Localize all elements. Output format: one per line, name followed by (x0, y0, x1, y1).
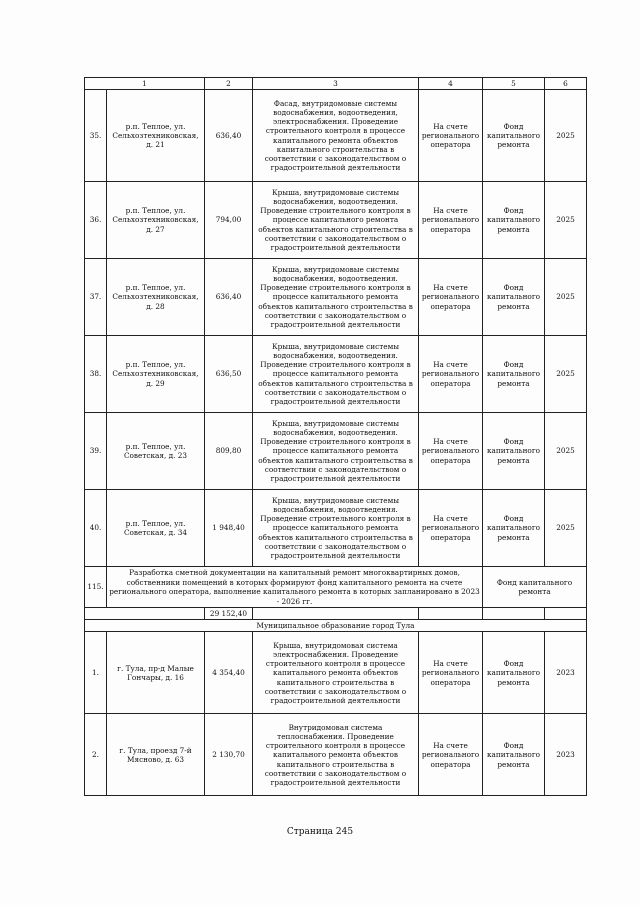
row-number: 40. (85, 490, 107, 567)
row-amount: 809,80 (205, 413, 253, 490)
table-row (85, 413, 587, 490)
row-account: На счете регионального оператора (419, 90, 483, 182)
header-cell-2: 2 (205, 78, 253, 90)
row-number: 1. (85, 632, 107, 714)
row-amount: 636,50 (205, 336, 253, 413)
municipality-title: Муниципальное образование город Тула (85, 620, 587, 632)
row-address: р.п. Теплое, ул. Советская, д. 34 (107, 490, 205, 567)
row-number: 2. (85, 714, 107, 796)
row-number: 37. (85, 259, 107, 336)
row-works: Крыша, внутридомовые системы водоснабжения, водоотведения. Проведение строительного контроля в процессе капитального ремонта объектов капитального строительства в соответствии с законодательством о градостроительной деятельности (253, 182, 419, 259)
row-fund: Фонд капитального ремонта (483, 259, 545, 336)
table-row (85, 336, 587, 413)
table-row (85, 714, 587, 796)
total-blank-4 (419, 608, 483, 620)
row-amount: 4 354,40 (205, 632, 253, 714)
row-works: Крыша, внутридомовые системы водоснабжения, водоотведения. Проведение строительного контроля в процессе капитального ремонта объектов капитального строительства в соответствии с законодательством о градостроительной деятельности (253, 413, 419, 490)
table-row (85, 90, 587, 182)
row-address: р.п. Теплое, ул. Сельхозтехниковская, д. 21 (107, 90, 205, 182)
row-year: 2025 (545, 90, 587, 182)
page-number: Страница 245 (286, 827, 354, 837)
row-works: Фасад, внутридомовые системы водоснабжения, водоотведения, электроснабжения. Проведение строительного контроля в процессе капитального ремонта объектов капитального строительства в соответствии с законодательством о градостроительной деятельности (253, 90, 419, 182)
capital-repair-table (84, 77, 587, 796)
column-header-row (85, 78, 587, 90)
total-blank-5 (483, 608, 545, 620)
row-year: 2025 (545, 182, 587, 259)
row-number: 36. (85, 182, 107, 259)
table-row (85, 182, 587, 259)
table-row (85, 632, 587, 714)
header-cell-3: 3 (253, 78, 419, 90)
row-address: г. Тула, пр-д Малые Гончары, д. 16 (107, 632, 205, 714)
row-account: На счете регионального оператора (419, 336, 483, 413)
row-number: 38. (85, 336, 107, 413)
row-amount: 794,00 (205, 182, 253, 259)
header-cell-6: 6 (545, 78, 587, 90)
row-account: На счете регионального оператора (419, 413, 483, 490)
row-number: 39. (85, 413, 107, 490)
header-cell-1: 1 (85, 78, 205, 90)
row-works: Крыша, внутридомовая система электроснабжения. Проведение строительного контроля в процессе капитального ремонта объектов капитального строительства в соответствии с законодательством о градостроительной деятельности (253, 632, 419, 714)
table-row-115 (85, 567, 587, 608)
row-fund: Фонд капитального ремонта (483, 714, 545, 796)
table-row (85, 259, 587, 336)
row-fund: Фонд капитального ремонта (483, 182, 545, 259)
row-address: р.п. Теплое, ул. Сельхозтехниковская, д. 29 (107, 336, 205, 413)
header-cell-4: 4 (419, 78, 483, 90)
row-amount: 1 948,40 (205, 490, 253, 567)
row-year: 2023 (545, 714, 587, 796)
table-row (85, 490, 587, 567)
row-works: Крыша, внутридомовые системы водоснабжения, водоотведения. Проведение строительного контроля в процессе капитального ремонта объектов капитального строительства в соответствии с законодательством о градостроительной деятельности (253, 259, 419, 336)
row-year: 2023 (545, 632, 587, 714)
row-address: г. Тула, проезд 7-й Мясново, д. 63 (107, 714, 205, 796)
row-number: 35. (85, 90, 107, 182)
row-fund: Фонд капитального ремонта (483, 336, 545, 413)
total-row (85, 608, 587, 620)
row-amount: 636,40 (205, 90, 253, 182)
row-account: На счете регионального оператора (419, 259, 483, 336)
row-fund: Фонд капитального ремонта (483, 632, 545, 714)
row-fund: Фонд капитального ремонта (483, 413, 545, 490)
row-address: р.п. Теплое, ул. Сельхозтехниковская, д. 27 (107, 182, 205, 259)
row-year: 2025 (545, 490, 587, 567)
row-115-description: Разработка сметной документации на капитальный ремонт многоквартирных домов, собственники помещений в которых формируют фонд капитального ремонта на счете регионального оператора, выполнение капитального ремонта в которых запланировано в 2023 - 2026 гг. (107, 567, 483, 608)
total-blank-6 (545, 608, 587, 620)
row-account: На счете регионального оператора (419, 714, 483, 796)
row-account: На счете регионального оператора (419, 490, 483, 567)
row-fund: Фонд капитального ремонта (483, 490, 545, 567)
row-amount: 636,40 (205, 259, 253, 336)
municipality-row (85, 620, 587, 632)
row-fund: Фонд капитального ремонта (483, 90, 545, 182)
row-works: Крыша, внутридомовые системы водоснабжения, водоотведения. Проведение строительного контроля в процессе капитального ремонта объектов капитального строительства в соответствии с законодательством о градостроительной деятельности (253, 336, 419, 413)
row-address: р.п. Теплое, ул. Советская, д. 23 (107, 413, 205, 490)
row-account: На счете регионального оператора (419, 182, 483, 259)
row-address: р.п. Теплое, ул. Сельхозтехниковская, д. 28 (107, 259, 205, 336)
total-amount: 29 152,40 (205, 608, 253, 620)
total-blank (85, 608, 205, 620)
row-works: Крыша, внутридомовые системы водоснабжения, водоотведения. Проведение строительного контроля в процессе капитального ремонта объектов капитального строительства в соответствии с законодательством о градостроительной деятельности (253, 490, 419, 567)
header-cell-5: 5 (483, 78, 545, 90)
row-year: 2025 (545, 336, 587, 413)
row-amount: 2 130,70 (205, 714, 253, 796)
row-year: 2025 (545, 413, 587, 490)
row-works: Внутридомовая система теплоснабжения. Проведение строительного контроля в процессе капитального ремонта объектов капитального строительства в соответствии с законодательством о градостроительной деятельности (253, 714, 419, 796)
row-115-fund: Фонд капитального ремонта (483, 567, 587, 608)
total-blank-3 (253, 608, 419, 620)
row-year: 2025 (545, 259, 587, 336)
row-number: 115. (85, 567, 107, 608)
row-account: На счете регионального оператора (419, 632, 483, 714)
